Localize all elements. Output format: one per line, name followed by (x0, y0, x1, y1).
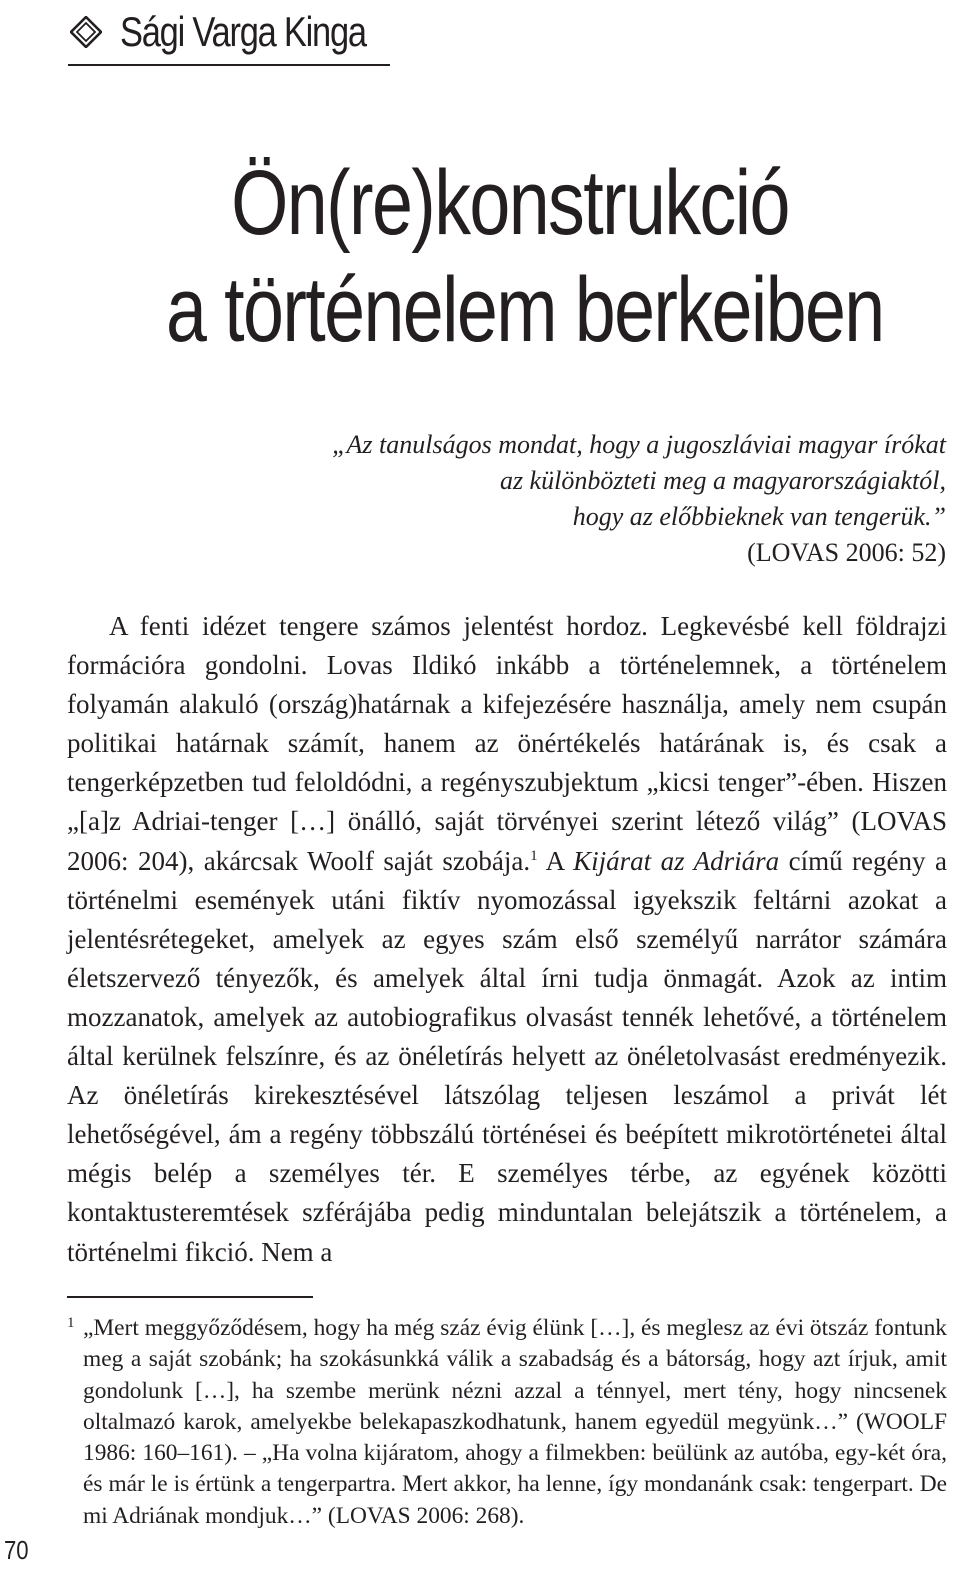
author-name: Sági Varga Kinga (120, 8, 366, 55)
footnote-text: „Mert meggyőződésem, hogy ha még száz évig élünk […], és meglesz az évi ötszáz fontunk meg a saját szobánk; ha szokásunkká válik a szabadság és a bátorság, hogy azt írjuk, amit gondolunk […], ha szembe merünk nézni azzal a ténnyel, mert tény, hogy nincsenek oltalmazó karok, amelyekbe belekapaszkodhatunk, hanem egyedül megyünk…” (WOOLF 1986: 160–161). – „Ha volna kijáratom, ahogy a filmekben: beülünk az autóba, egy-két óra, és már le is értünk a tengerpartra. Mert akkor, ha lenne, így mondanánk csak: tengerpart. De mi Adriának mondjuk…” (LOVAS 2006: 268). (83, 1315, 947, 1529)
body-text-part-2: című regény a történelmi események utáni fiktív nyomozással igyekszik feltárni azokat a jelentésrétegeket, amelyek az egyes szám első személyű narrátor számára életszervező tényezők, és amelyek által írni tudja önmagát. Azok az intim mozzanatok, amelyek az autobiografikus olvasást tennék lehetővé, a történelem által kerülnek felszínre, és az önéletírás helyett az önéletolvasást eredményezik. Az önéletírás kirekesztésével látszólag teljesen leszámol a privát lét lehetőségével, ám a regény többszálú történései és beépített mikrotörténetei által mégis belép a személyes tér. E személyes térbe, az egyének közötti kontaktusteremtések szférájába pedig minduntalan belejátszik a történelem, a történelmi fikció. Nem a (67, 845, 947, 1267)
page-number: 70 (4, 1535, 29, 1565)
article-title-line-2: a történelem berkeiben (166, 259, 884, 361)
epigraph (246, 427, 946, 571)
footnote-number: 1 (67, 1315, 75, 1331)
footnote-divider (67, 1296, 313, 1298)
footnote (67, 1313, 947, 1532)
novel-title: Kijárat az Adriára (573, 845, 780, 876)
author-header (68, 2, 390, 66)
epigraph-line: hogy az előbbieknek van tengerük.” (572, 502, 946, 531)
diamond-icon (70, 16, 102, 48)
body-text-lead: A (537, 845, 574, 876)
footnote-reference: 1 (530, 847, 538, 864)
body-text-part-1: A fenti idézet tengere számos jelentést hordoz. Legkevésbé kell földrajzi formációra gondolni. Lovas Ildikó inkább a történelemnek, a történelem folyamán alakuló (ország)határnak a kifejezésére használja, amely nem csupán politikai határnak számít, hanem az önértékelés határának is, és csak a tengerképzetben tud feloldódni, a regényszubjektum „kicsi tenger”-ében. Hiszen „[a]z Adriai-tenger […] önálló, saját törvényei szerint létező világ” (LOVAS 2006: 204), akárcsak Woolf saját szobája. (67, 611, 947, 876)
article-title-line-1: Ön(re)konstrukció (231, 152, 789, 254)
epigraph-line: „Az tanulságos mondat, hogy a jugoszláviai magyar írókat (332, 430, 946, 459)
epigraph-source: (LOVAS 2006: 52) (747, 538, 946, 567)
epigraph-line: az különbözteti meg a magyarországiaktól, (499, 466, 946, 495)
body-paragraph (67, 607, 947, 1272)
